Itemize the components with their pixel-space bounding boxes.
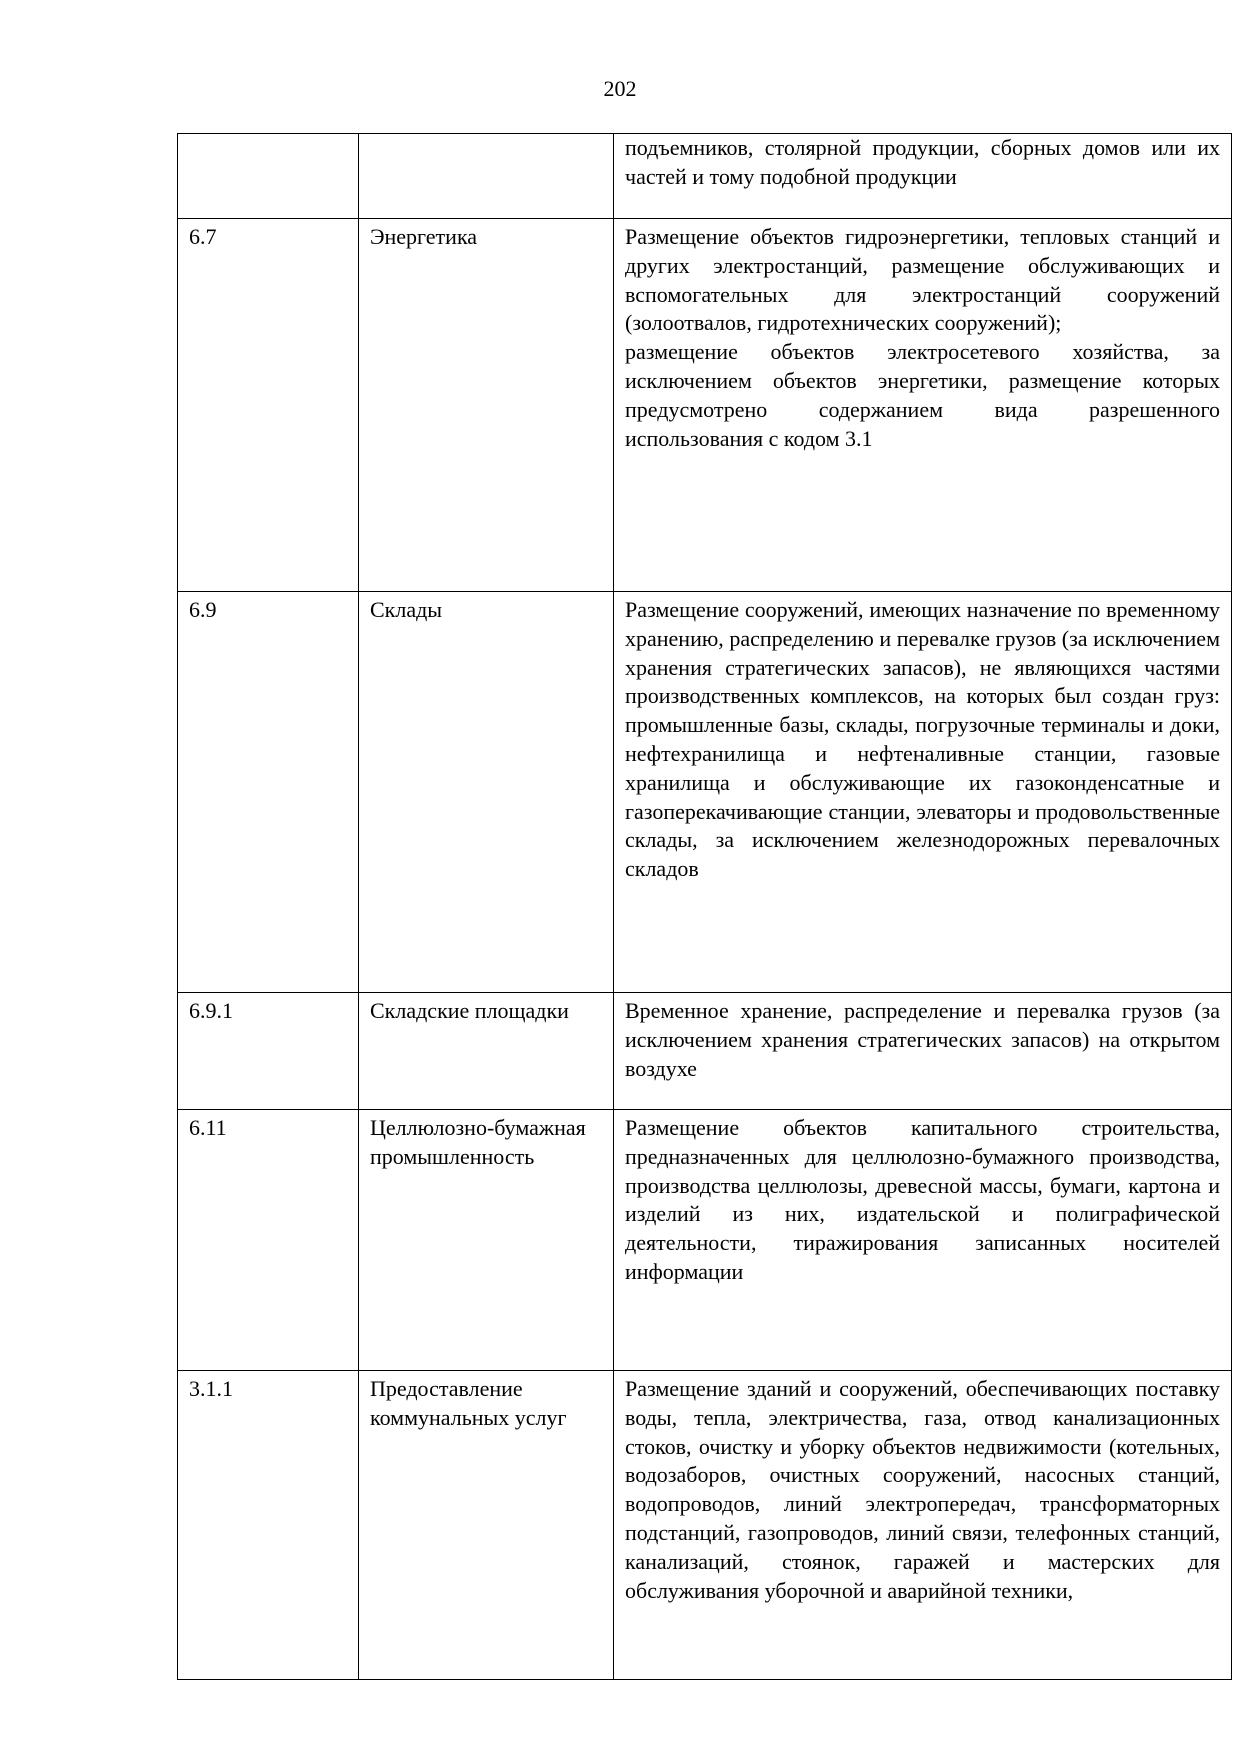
description-text: Размещение сооружений, имеющих назначение по временному хранению, распределению и перевалке грузов (за исключением хранения стратегических запасов), не являющихся частями производственных комплексов, на которых был создан груз: промышленные базы, склады, погрузочные терминалы и доки, нефтехранилища и нефтеналивные станции, газовые хранилища и обслуживающие их газоконденсатные и газоперекачивающие станции, элеваторы и продовольственные склады, за исключением железнодорожных перевалочных складов (625, 597, 1220, 882)
table-row (178, 219, 1232, 592)
table-row (178, 134, 1232, 219)
table-row (178, 993, 1232, 1110)
description-text: подъемников, столярной продукции, сборных домов или их частей и тому подобной продукции (625, 135, 1220, 189)
description-text: размещение объектов электросетевого хозяйства, за исключением объектов энергетики, размещение которых предусмотрено содержанием вида разрешенного использования с кодом 3.1 (625, 339, 1220, 451)
table-row (178, 1110, 1232, 1371)
page-number: 202 (603, 76, 637, 101)
name-cell (359, 134, 614, 219)
code-cell (178, 134, 359, 219)
description-cell (614, 219, 1232, 592)
description-text: Временное хранение, распределение и перевалка грузов (за исключением хранения стратегических запасов) на открытом воздухе (625, 998, 1220, 1081)
description-cell (614, 592, 1232, 993)
description-cell (614, 134, 1232, 219)
code-cell: 6.9.1 (178, 993, 359, 1110)
code-cell: 6.7 (178, 219, 359, 592)
name-cell: Энергетика (359, 219, 614, 592)
name-cell: Целлюлозно-бумажная промышленность (359, 1110, 614, 1371)
table-row (178, 592, 1232, 993)
description-text: Размещение объектов капитального строительства, предназначенных для целлюлозно-бумажного производства, производства целлюлозы, древесной массы, бумаги, картона и изделий из них, издательской и полиграфической деятельности, тиражирования записанных носителей информации (625, 1115, 1220, 1284)
description-cell (614, 1371, 1232, 1680)
name-cell: Складские площадки (359, 993, 614, 1110)
land-use-table (177, 133, 1232, 1680)
code-cell: 3.1.1 (178, 1371, 359, 1680)
name-cell: Склады (359, 592, 614, 993)
description-text: Размещение объектов гидроэнергетики, тепловых станций и других электростанций, размещение обслуживающих и вспомогательных для электростанций сооружений (золоотвалов, гидротехнических сооружений); (625, 224, 1220, 336)
table-row (178, 1371, 1232, 1680)
code-cell: 6.9 (178, 592, 359, 993)
description-cell (614, 993, 1232, 1110)
code-cell: 6.11 (178, 1110, 359, 1371)
name-cell: Предоставление коммунальных услуг (359, 1371, 614, 1680)
description-text: Размещение зданий и сооружений, обеспечивающих поставку воды, тепла, электричества, газа, отвод канализационных стоков, очистку и уборку объектов недвижимости (котельных, водозаборов, очистных сооружений, насосных станций, водопроводов, линий электропередач, трансформаторных подстанций, газопроводов, линий связи, телефонных станций, канализаций, стоянок, гаражей и мастерских для обслуживания уборочной и аварийной техники, (625, 1376, 1220, 1603)
description-cell (614, 1110, 1232, 1371)
